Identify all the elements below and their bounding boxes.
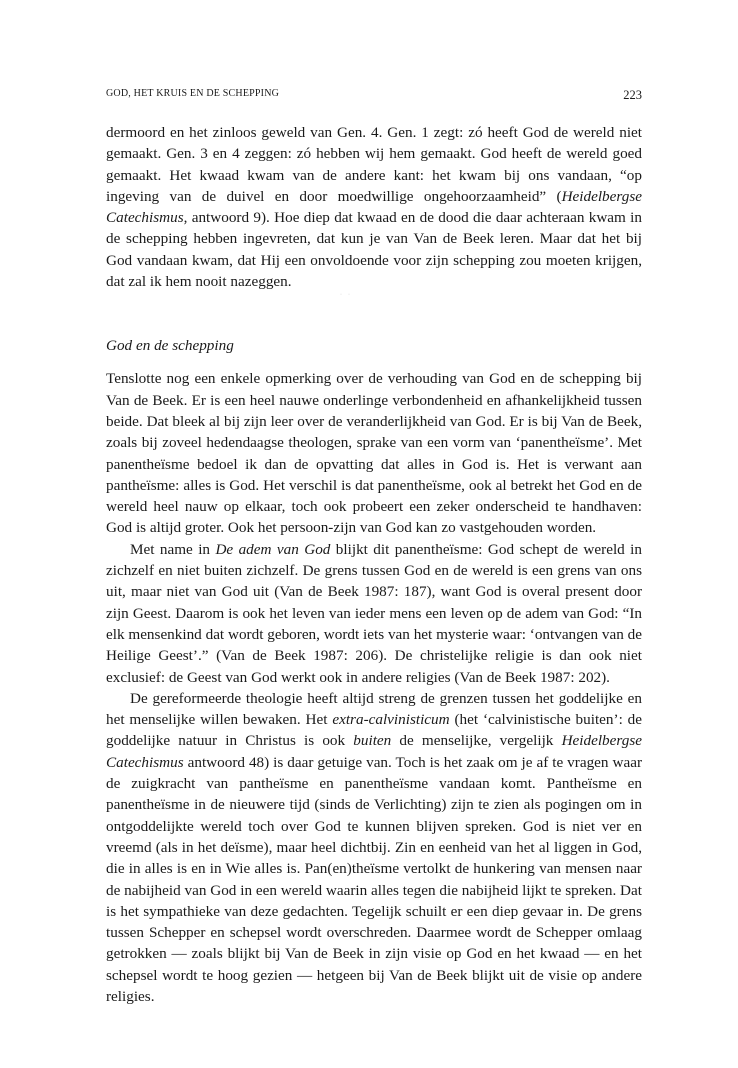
term-extra-calvinisticum: extra-calvinisticum [332, 711, 450, 729]
catechism-reference: Heidelbergse Catechismus [106, 187, 642, 227]
paragraph-gereformeerd-part4: antwoord 48) is daar getuige van. Toch is het zaak om je af te vragen waar de zuigkracht van pantheïsme en panentheïsme vandaan komt. Pantheïsme en panentheïsme in de nieuwere tijd (sinds de Verlichting) zijn te zien als pogingen om in ontgoddelijkte wereld toch over God te kunnen blijven spreken. God is niet ver en vreemd (als in het deïsme), maar heel dichtbij. Zin en eenheid van het al liggen in God, die in alles is en in Wie alles is. Pan(en)theïsme vertolkt de hunkering van mensen naar de nabijheid van God in een wereld waarin alles tegen die nabijheid lijkt te spreken. Dat is het sympathieke van deze gedachten. Tegelijk schuilt er een diep gevaar in. De grens tussen Schepper en schepsel wordt overschreden. Daarmee wordt de Schepper omlaag getrokken — zoals blijkt bij Van de Beek in zijn visie op God en het kwaad — en het schepsel wordt te hoog gezien — hetgeen bij Van de Beek blijkt uit de visie op andere religies. [106, 753, 642, 1005]
paragraph-continuation: dermoord en het zinloos geweld van Gen. 4. Gen. 1 zegt: zó heeft God de wereld niet gemaakt. Gen. 3 en 4 zeggen: zó hebben wij hem gemaakt. God heeft de wereld goed gemaakt. Het kwaad kwam van de andere kant: het kwam bij ons vandaan, “op ingeving van de duivel en door moedwillige ongehoorzaamheid” (Heidelbergse Catechismus, antwoord 9). Hoe diep dat kwaad en de dood die daar achteraan kwam in de schepping hebben ingevreten, dat kun je van Van de Beek leren. Maar dat het bij God vandaan kwam, dat Hij een onvoldoende voor zijn schepping zou moeten krijgen, dat zal ik hem nooit nazeggen. [106, 124, 642, 291]
paragraph-gereformeerd-part1: De gereformeerde theologie heeft altijd streng de grenzen tussen het goddelijke en het menselijke willen bewaken. Het [106, 689, 642, 729]
paragraph-adem [106, 539, 642, 688]
paragraph-gereformeerd [106, 688, 642, 1007]
page-number: 223 [623, 88, 642, 102]
section-heading: God en de schepping [106, 337, 234, 355]
running-title: GOD, HET KRUIS EN DE SCHEPPING [106, 88, 280, 99]
paragraph-gereformeerd-part2: (het ‘calvinistische buiten’: de goddelijke natuur in Christus is ook [106, 711, 642, 750]
scan-speck: · · [340, 292, 350, 298]
paragraph-intro: Tenslotte nog een enkele opmerking over de verhouding van God en de schepping bij Van de Beek. Er is een heel nauwe onderlinge verbondenheid en afhankelijkheid tussen beide. Dat bleek al bij zijn leer over de veranderlijkheid van God. Er is bij Van de Beek, zoals bij zoveel hedendaagse theologen, sprake van een vorm van ‘panentheïsme’. Met panentheïsme bedoel ik dan de opvatting dat alles in God is. Het is verwant aan pantheïsme: alles is God. Het verschil is dat panentheïsme, ook al betrekt het God en de wereld heel nauw op elkaar, toch ook probeert een zeker onderscheid te handhaven: God is altijd groter. Ook het persoon-zijn van God kan zo vastgehouden worden. [106, 370, 642, 537]
paragraph-adem-before: Met name in [130, 540, 216, 558]
term-heidelbergse-catechismus: Heidelbergse Catechismus [106, 732, 642, 771]
term-buiten: buiten [353, 732, 392, 750]
body-text [106, 122, 642, 1007]
paragraph-adem-after: blijkt dit panentheïsme: God schept de wereld in zichzelf en niet buiten zichzelf. De grens tussen God en de wereld is een grens van ons uit, maar niet van God uit (Van de Beek 1987: 187), want God is overal present door zijn Geest. Daarom is ook het leven van ieder mens een leven op de adem van God: “In elk mensenkind dat wordt geboren, wordt iets van het mysterie waar: ‘ontvangen van de Heilige Geest’.” (Van de Beek 1987: 206). De christelijke religie is dan ook niet exclusief: de Geest van God werkt ook in andere religies (Van de Beek 1987: 202). [106, 540, 642, 686]
paragraph-gereformeerd-part3: de menselijke, vergelijk [391, 732, 562, 750]
running-header [106, 88, 642, 104]
book-title: De adem van God [215, 540, 331, 558]
